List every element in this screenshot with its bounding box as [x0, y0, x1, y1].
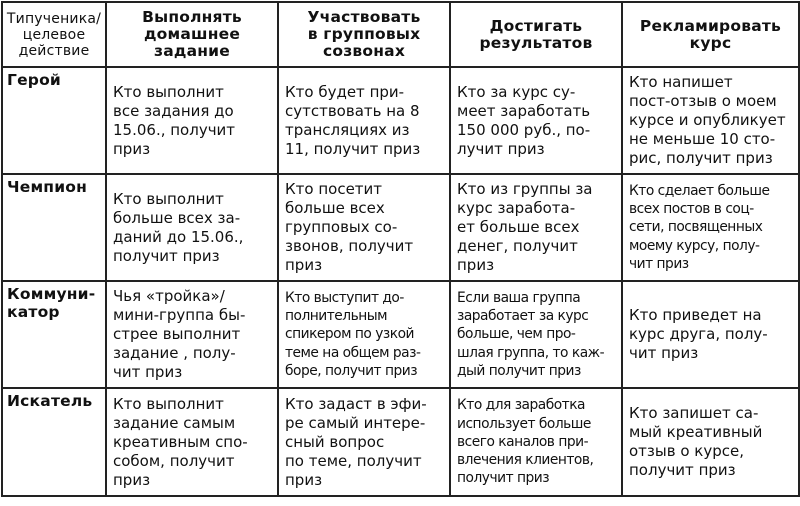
table-cell: Кто выполнит задание самым креативным спо- собом, получит приз — [106, 388, 278, 496]
table-cell: Кто посетит больше всех групповых со- звонов, получит приз — [278, 174, 450, 281]
table-cell: Кто для заработка использует больше всего каналов при- влечения клиентов, получит приз — [450, 388, 622, 496]
column-header-results: Достигать результатов — [450, 2, 622, 67]
table-cell: Кто из группы за курс заработа- ет больше всех денег, получит приз — [450, 174, 622, 281]
table-cell: Кто задаст в эфи- ре самый интере- сный вопрос по теме, получит приз — [278, 388, 450, 496]
table-cell: Кто выполнит все задания до 15.06., получит приз — [106, 67, 278, 174]
header-row — [2, 2, 799, 67]
table-cell: Кто выполнит больше всех за- даний до 15.06., получит приз — [106, 174, 278, 281]
column-header-advertise: Рекламировать курс — [622, 2, 799, 67]
corner-header: Типученика/ целевое действие — [2, 2, 106, 67]
row-header: Чемпион — [2, 174, 106, 281]
table-row — [2, 174, 799, 281]
rewards-table — [1, 1, 800, 497]
table-cell: Кто выступит до- полнительным спикером по узкой теме на общем раз- боре, получит приз — [278, 281, 450, 388]
row-header: Герой — [2, 67, 106, 174]
table-row — [2, 388, 799, 496]
table-cell: Кто запишет са- мый креативный отзыв о курсе, получит приз — [622, 388, 799, 496]
column-header-group-calls: Участвовать в групповых созвонах — [278, 2, 450, 67]
table-cell: Кто за курс су- меет заработать 150 000 руб., по- лучит приз — [450, 67, 622, 174]
table-row — [2, 67, 799, 174]
table-cell: Чья «тройка»/ мини-группа бы- стрее выполнит задание , полу- чит приз — [106, 281, 278, 388]
table-row — [2, 281, 799, 388]
column-header-homework: Выполнять домашнее задание — [106, 2, 278, 67]
table-cell: Если ваша группа заработает за курс больше, чем про- шлая группа, то каж- дый получит приз — [450, 281, 622, 388]
row-header: Коммуни- катор — [2, 281, 106, 388]
table-cell: Кто приведет на курс друга, полу- чит приз — [622, 281, 799, 388]
row-header: Искатель — [2, 388, 106, 496]
table-cell: Кто будет при- сутствовать на 8 трансляциях из 11, получит приз — [278, 67, 450, 174]
table-cell: Кто сделает больше всех постов в соц- сети, посвященных моему курсу, полу- чит приз — [622, 174, 799, 281]
table-cell: Кто напишет пост-отзыв о моем курсе и опубликует не меньше 10 сто- рис, получит приз — [622, 67, 799, 174]
